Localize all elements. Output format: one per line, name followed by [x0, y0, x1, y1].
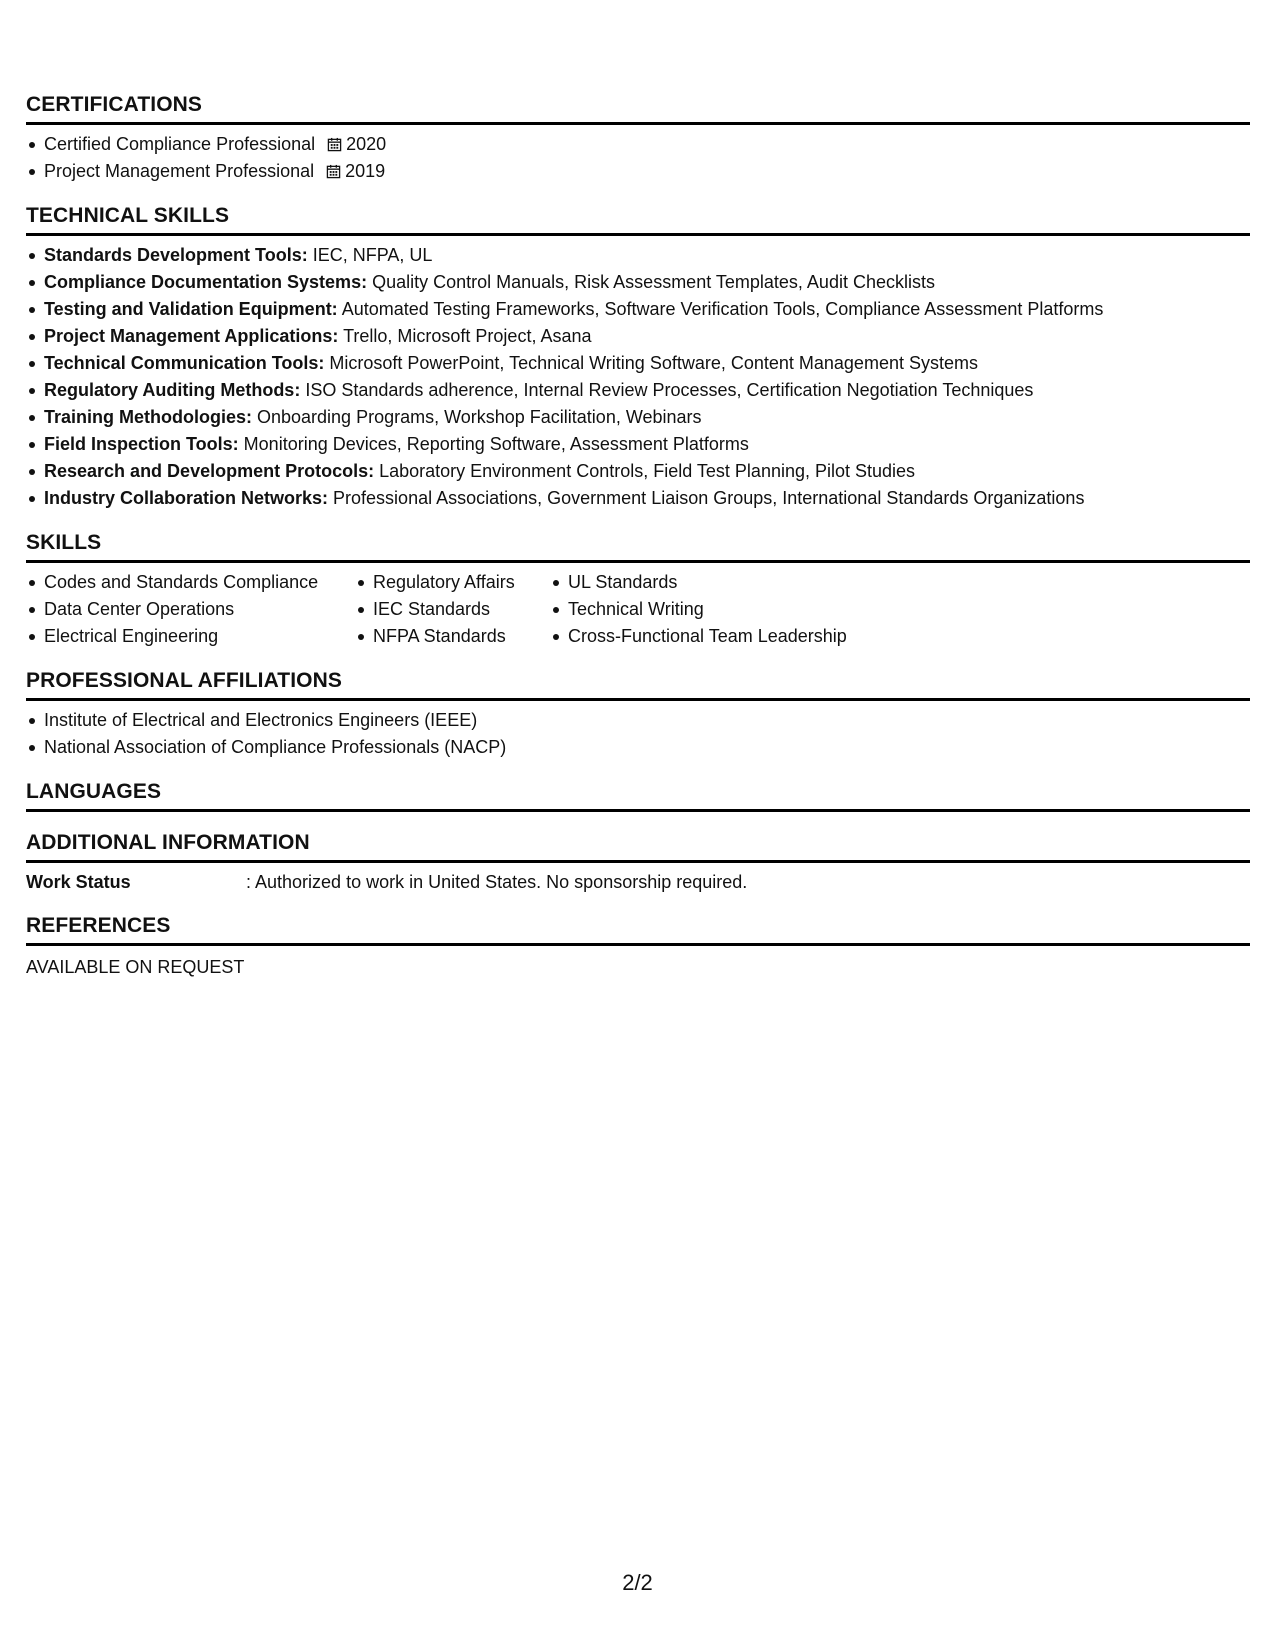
list-item: Codes and Standards Compliance — [26, 569, 355, 596]
list-item — [26, 269, 1250, 296]
skills-grid — [26, 569, 1250, 650]
list-item — [26, 158, 1250, 185]
list-item: IEC Standards — [355, 596, 550, 623]
list-item — [26, 350, 1250, 377]
list-item — [26, 431, 1250, 458]
skill-values: Trello, Microsoft Project, Asana — [338, 326, 592, 346]
additional-info-section — [26, 830, 1250, 895]
skill-values: Onboarding Programs, Workshop Facilitation, Webinars — [252, 407, 702, 427]
list-item: Regulatory Affairs — [355, 569, 550, 596]
skill-category: Technical Communication Tools: — [44, 353, 325, 373]
section-title-certifications: CERTIFICATIONS — [26, 92, 1250, 125]
technical-skills-section — [26, 203, 1250, 512]
calendar-icon — [326, 164, 341, 179]
skill-category: Project Management Applications: — [44, 326, 339, 346]
skills-column-3 — [550, 569, 870, 650]
skill-values: Laboratory Environment Controls, Field Test Planning, Pilot Studies — [374, 461, 916, 481]
skill-category: Research and Development Protocols: — [44, 461, 375, 481]
affiliations-section — [26, 668, 1250, 761]
list-item — [26, 323, 1250, 350]
skill-category: Standards Development Tools: — [44, 245, 308, 265]
references-section — [26, 913, 1250, 980]
list-item — [26, 404, 1250, 431]
certification-year: 2020 — [346, 134, 387, 154]
references-text: AVAILABLE ON REQUEST — [26, 957, 245, 977]
skill-values: IEC, NFPA, UL — [307, 245, 433, 265]
skill-category: Testing and Validation Equipment: — [44, 299, 338, 319]
section-title-affiliations: PROFESSIONAL AFFILIATIONS — [26, 668, 1250, 701]
skill-values: ISO Standards adherence, Internal Review Processes, Certification Negotiation Techniques — [300, 380, 1034, 400]
skills-section — [26, 530, 1250, 650]
list-item — [26, 377, 1250, 404]
skill-category: Field Inspection Tools: — [44, 434, 239, 454]
section-title-additional-info: ADDITIONAL INFORMATION — [26, 830, 1250, 863]
languages-section — [26, 779, 1250, 812]
section-title-skills: SKILLS — [26, 530, 1250, 563]
skill-values: Quality Control Manuals, Risk Assessment Templates, Audit Checklists — [367, 272, 935, 292]
certification-name: Certified Compliance Professional — [44, 134, 316, 154]
list-item: NFPA Standards — [355, 623, 550, 650]
list-item: National Association of Compliance Professionals (NACP) — [26, 734, 1250, 761]
list-item — [26, 485, 1250, 512]
skill-values: Monitoring Devices, Reporting Software, Assessment Platforms — [238, 434, 749, 454]
work-status-value: : Authorized to work in United States. No sponsorship required. — [246, 872, 748, 892]
skill-values: Microsoft PowerPoint, Technical Writing Software, Content Management Systems — [324, 353, 978, 373]
skill-values: Automated Testing Frameworks, Software Verification Tools, Compliance Assessment Platforms — [337, 299, 1104, 319]
section-title-references: REFERENCES — [26, 913, 1250, 946]
affiliations-list — [26, 707, 1250, 761]
resume-page — [26, 92, 1250, 980]
section-title-technical-skills: TECHNICAL SKILLS — [26, 203, 1250, 236]
skills-column-2 — [355, 569, 550, 650]
list-item — [26, 242, 1250, 269]
list-item: Data Center Operations — [26, 596, 355, 623]
list-item: Technical Writing — [550, 596, 870, 623]
work-status-label: Work Status — [26, 872, 131, 892]
skill-category: Compliance Documentation Systems: — [44, 272, 368, 292]
list-item — [26, 131, 1250, 158]
skill-category: Regulatory Auditing Methods: — [44, 380, 301, 400]
skill-category: Industry Collaboration Networks: — [44, 488, 329, 508]
certification-year: 2019 — [345, 161, 386, 181]
skill-category: Training Methodologies: — [44, 407, 252, 427]
list-item: Electrical Engineering — [26, 623, 355, 650]
list-item: Institute of Electrical and Electronics Engineers (IEEE) — [26, 707, 1250, 734]
calendar-icon — [327, 137, 342, 152]
page-number: 2/2 — [622, 1570, 653, 1595]
list-item — [26, 458, 1250, 485]
technical-skills-list — [26, 242, 1250, 512]
section-title-languages: LANGUAGES — [26, 779, 1250, 812]
certifications-section — [26, 92, 1250, 185]
list-item: UL Standards — [550, 569, 870, 596]
skill-values: Professional Associations, Government Liaison Groups, International Standards Organizations — [328, 488, 1085, 508]
certifications-list — [26, 131, 1250, 185]
skills-column-1 — [26, 569, 355, 650]
certification-name: Project Management Professional — [44, 161, 315, 181]
work-status-row — [26, 869, 1250, 895]
list-item — [26, 296, 1250, 323]
list-item: Cross-Functional Team Leadership — [550, 623, 870, 650]
